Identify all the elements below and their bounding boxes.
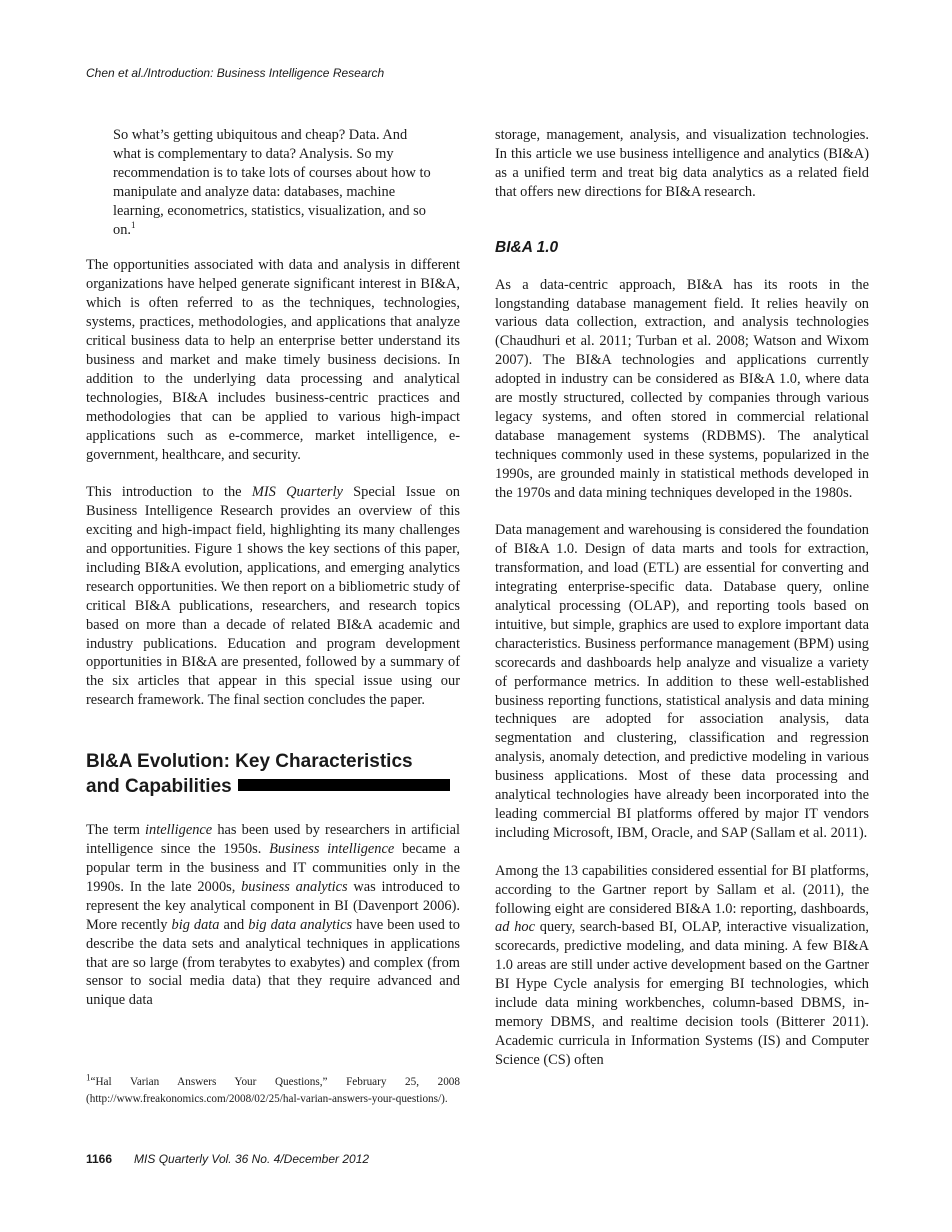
text-run: was introduced to represent the key analytical component in BI (Davenport 2006). More recently <box>86 878 461 933</box>
text-run: has been used by researchers in artificial intelligence since the 1950s. <box>86 822 460 858</box>
text-run: have been used to describe the data sets and analytical techniques in applications that are so large (from terabytes to exabytes) and complex (from sensor to social media data) that they require advanced and unique data <box>86 916 460 1009</box>
footnote <box>86 1074 460 1108</box>
text-run: This introduction to the <box>86 484 252 501</box>
section-heading <box>86 749 460 799</box>
intro-paragraph-2 <box>86 483 460 710</box>
right-column <box>495 126 869 1089</box>
continuation-paragraph: storage, management, analysis, and visualization technologies. In this article we use business intelligence and analytics (BI&A) as a unified term and treat big data analytics as a related field that offers new directions for BI&A research. <box>495 127 869 200</box>
running-header: Chen et al./Introduction: Business Intelligence Research <box>86 66 385 80</box>
footnote-text: “Hal Varian Answers Your Questions,” February 25, 2008 (http://www.freakonomics.com/2008/02/25/hal-varian-answers-your-questions/). <box>86 1076 460 1105</box>
section-heading-line-2-wrap <box>86 774 460 799</box>
evolution-paragraph <box>86 821 460 1010</box>
italic-term: big data <box>171 916 220 933</box>
bia1-paragraph-1: As a data-centric approach, BI&A has its roots in the longstanding database management field. It relies heavily on various data collection, extraction, and analysis technologies (Chaudhuri et al. 2011; Turban et al. 2008; Watson and Wixom 2007). The BI&A technologies and applications currently adopted in industry can be considered as BI&A 1.0, where data are mostly structured, collected by companies through various legacy systems, and often stored in commercial relational database management systems (RDBMS). The analytical techniques commonly used in these systems, popularized in the 1990s, are grounded mainly in statistical methods developed in the 1970s and data mining techniques developed in the 1980s. <box>495 276 869 501</box>
heading-rule-bar <box>238 779 450 791</box>
footnote-marker: 1 <box>86 1072 91 1083</box>
bia1-paragraph-3 <box>495 862 869 1070</box>
italic-term: big data analytics <box>248 916 353 933</box>
journal-name: MIS Quarterly <box>251 484 343 501</box>
text-run: became a popular term in the business and IT communities only in the 1990s. In the late 2000s, <box>86 841 460 895</box>
left-column <box>86 126 460 1029</box>
section-heading-line-1: BI&A Evolution: Key Characteristics <box>86 751 413 773</box>
quote-text: So what’s getting ubiquitous and cheap? Data. And what is complementary to data? Analysis. So my recommendation is to take lots of courses about how to manipulate and analyze data: databases, machine learning, econometrics, statistics, visualization, and so on. <box>113 127 431 238</box>
journal-citation: MIS Quarterly Vol. 36 No. 4/December 2012 <box>134 1152 370 1166</box>
italic-term: Business intelligence <box>269 841 395 858</box>
subsection-heading: BI&A 1.0 <box>495 238 559 256</box>
italic-term: business analytics <box>241 878 348 895</box>
text-run: query, search-based BI, OLAP, interactive visualization, scorecards, predictive modeling, and data mining. A few BI&A 1.0 areas are still under active development based on the Gartner BI Hype Cycle analysis for emerging BI technologies, which include data mining workbenches, column-based DBMS, in-memory DBMS, and realtime decision tools (Bitterer 2011). Academic curricula in Information Systems (IS) and Computer Science (CS) often <box>495 919 869 1068</box>
epigraph-quote <box>113 126 432 239</box>
text-run: Among the 13 capabilities considered essential for BI platforms, according to the Gartner report by Sallam et al. (2011), the following eight are considered BI&A 1.0: reporting, dashboards, <box>495 862 869 917</box>
italic-term: intelligence <box>145 822 213 839</box>
text-run: and <box>219 916 249 933</box>
text-run: The term <box>86 822 146 839</box>
section-heading-line-2: and Capabilities <box>86 776 232 798</box>
intro-paragraph-1: The opportunities associated with data and analysis in different organizations have helped generate significant interest in BI&A, which is often referred to as the techniques, technologies, systems, practices, methodologies, and applications that analyze critical business data to help an enterprise better understand its business and market and make timely business decisions. In addition to the underlying data processing and analytical technologies, BI&A includes business-centric practices and methodologies that can be applied to various high-impact applications such as e-commerce, market intelligence, e-government, healthcare, and security. <box>86 257 460 463</box>
text-run: Special Issue on Business Intelligence Research provides an overview of this exciting and high-impact field, highlighting its many challenges and opportunities. Figure 1 shows the key sections of this paper, including BI&A evolution, applications, and emerging analytics research opportunities. We then report on a bibliometric study of critical BI&A publications, researchers, and research topics based on more than a decade of related BI&A academic and industry publications. Education and program development opportunities in BI&A are presented, followed by a summary of the six articles that appear in this special issue using our research framework. The final section concludes the paper. <box>86 484 461 709</box>
footnote-ref[interactable]: 1 <box>131 219 136 230</box>
italic-term: ad hoc <box>495 919 535 936</box>
page-number: 1166 <box>86 1152 113 1166</box>
page-footer <box>86 1152 369 1166</box>
bia1-paragraph-2: Data management and warehousing is considered the foundation of BI&A 1.0. Design of data marts and tools for extraction, transformation, and load (ETL) are essential for converting and integrating enterprise-specific data. Database query, online analytical processing (OLAP), and reporting tools based on intuitive, but simple, graphics are used to explore important data characteristics. Business performance management (BPM) using scorecards and dashboards help analyze and visualize a variety of performance metrics. In addition to these well-established business reporting functions, statistical analysis and data mining techniques are adopted for association analysis, data segmentation and clustering, classification and regression analysis, anomaly detection, and predictive modeling in various business applications. Most of these data processing and analytical technologies have already been incorporated into the leading commercial BI platforms offered by major IT vendors including Microsoft, IBM, Oracle, and SAP (Sallam et al. 2011). <box>495 522 869 841</box>
